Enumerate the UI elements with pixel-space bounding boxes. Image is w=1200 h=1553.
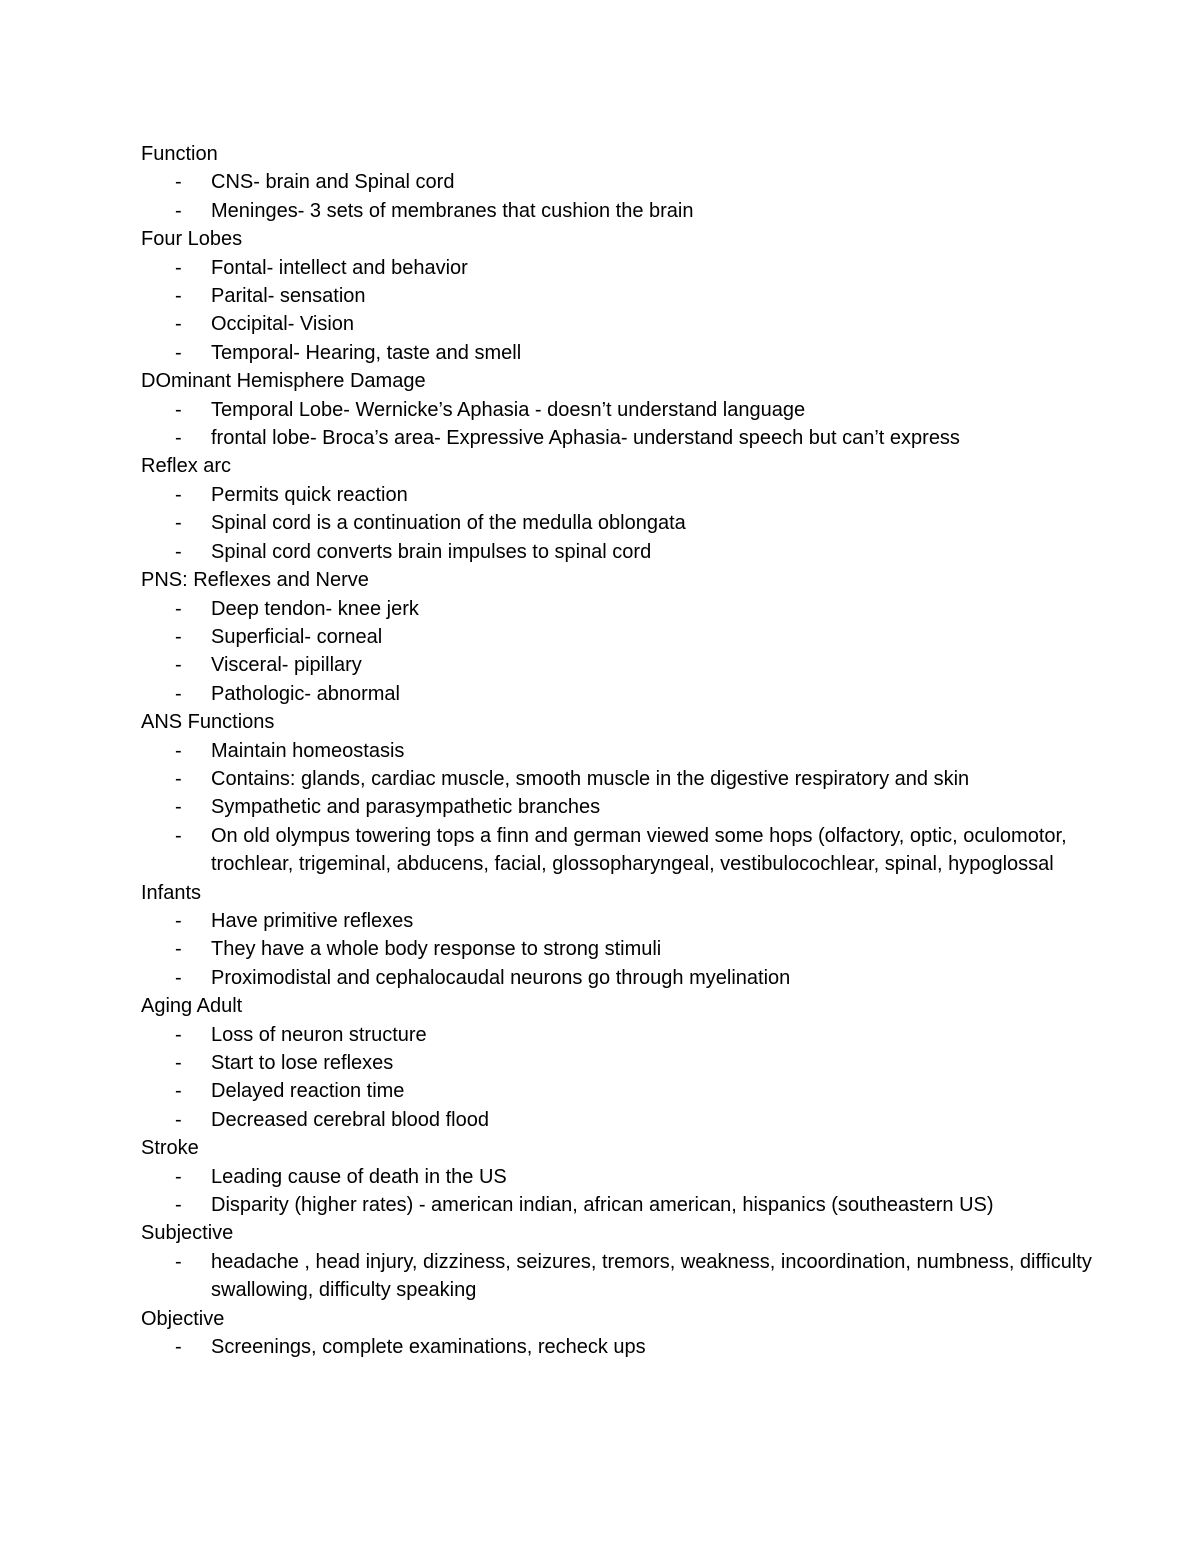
bullet-text: Leading cause of death in the US [211, 1165, 507, 1188]
section [141, 708, 1101, 878]
bullet-item [141, 651, 1101, 679]
section-heading: Objective [141, 1307, 225, 1330]
bullet-text: Temporal- Hearing, taste and smell [211, 341, 522, 364]
bullet-text: Contains: glands, cardiac muscle, smooth muscle in the digestive respiratory and skin [211, 767, 970, 790]
dash-bullet-icon: - [175, 597, 182, 620]
dash-bullet-icon: - [175, 824, 182, 847]
bullet-item [141, 935, 1101, 963]
dash-bullet-icon: - [175, 1108, 182, 1131]
bullet-item [141, 595, 1101, 623]
bullet-text: frontal lobe- Broca’s area- Expressive Aphasia- understand speech but can’t express [211, 427, 960, 450]
dash-bullet-icon: - [175, 796, 182, 819]
dash-bullet-icon: - [175, 739, 182, 762]
section-heading: Subjective [141, 1222, 234, 1245]
bullet-list [141, 1021, 1101, 1135]
bullet-list [141, 168, 1101, 225]
bullet-item [141, 822, 1101, 879]
dash-bullet-icon: - [175, 938, 182, 961]
section-heading: Stroke [141, 1137, 199, 1160]
bullet-item [141, 1021, 1101, 1049]
bullet-item [141, 1248, 1101, 1305]
bullet-item [141, 168, 1101, 196]
dash-bullet-icon: - [175, 767, 182, 790]
bullet-item [141, 765, 1101, 793]
bullet-item [141, 1163, 1101, 1191]
bullet-text: Temporal Lobe- Wernicke’s Aphasia - doesn’t understand language [211, 398, 806, 421]
bullet-item [141, 509, 1101, 537]
dash-bullet-icon: - [175, 540, 182, 563]
bullet-text: Fontal- intellect and behavior [211, 256, 468, 279]
dash-bullet-icon: - [175, 1250, 182, 1273]
dash-bullet-icon: - [175, 256, 182, 279]
dash-bullet-icon: - [175, 1165, 182, 1188]
bullet-text: Screenings, complete examinations, recheck ups [211, 1336, 646, 1359]
bullet-text: Superficial- corneal [211, 625, 383, 648]
bullet-text: Pathologic- abnormal [211, 682, 400, 705]
bullet-text: They have a whole body response to strong stimuli [211, 938, 662, 961]
dash-bullet-icon: - [175, 483, 182, 506]
bullet-list [141, 254, 1101, 368]
bullet-text: Spinal cord converts brain impulses to spinal cord [211, 540, 652, 563]
bullet-text: Start to lose reflexes [211, 1052, 394, 1074]
bullet-item [141, 907, 1101, 935]
section [141, 566, 1101, 708]
section [141, 452, 1101, 566]
section [141, 1134, 1101, 1219]
section-heading: Function [141, 143, 218, 165]
bullet-item [141, 793, 1101, 821]
bullet-item [141, 737, 1101, 765]
dash-bullet-icon: - [175, 1023, 182, 1046]
bullet-item [141, 481, 1101, 509]
section [141, 1219, 1101, 1304]
bullet-text: Loss of neuron structure [211, 1023, 427, 1046]
dash-bullet-icon: - [175, 313, 182, 336]
dash-bullet-icon: - [175, 654, 182, 677]
bullet-item [141, 197, 1101, 225]
bullet-item [141, 680, 1101, 708]
dash-bullet-icon: - [175, 1052, 182, 1074]
section-heading: ANS Functions [141, 711, 275, 734]
dash-bullet-icon: - [175, 512, 182, 535]
dash-bullet-icon: - [175, 285, 182, 308]
section [141, 879, 1101, 993]
bullet-text: Have primitive reflexes [211, 909, 414, 932]
document-body [141, 140, 1101, 1361]
bullet-text: Visceral- pipillary [211, 654, 362, 677]
dash-bullet-icon: - [175, 682, 182, 705]
section [141, 1305, 1101, 1362]
bullet-item [141, 1191, 1101, 1219]
section [141, 367, 1101, 452]
bullet-item [141, 396, 1101, 424]
bullet-list [141, 481, 1101, 566]
bullet-text: Deep tendon- knee jerk [211, 597, 419, 620]
bullet-item [141, 1106, 1101, 1134]
bullet-text: Disparity (higher rates) - american indian, african american, hispanics (southeastern US) [211, 1194, 994, 1217]
bullet-list [141, 1333, 1101, 1361]
section [141, 225, 1101, 367]
bullet-item [141, 538, 1101, 566]
dash-bullet-icon: - [175, 398, 182, 421]
dash-bullet-icon: - [175, 909, 182, 932]
bullet-text: On old olympus towering tops a finn and german viewed some hops (olfactory, optic, oculomotor, trochlear, trigeminal, abducens, facial, glossopharyngeal, vestibulocochlear, spinal, hypoglossal [211, 824, 1067, 876]
bullet-item [141, 1333, 1101, 1361]
section-heading: PNS: Reflexes and Nerve [141, 569, 369, 592]
section [141, 992, 1101, 1134]
bullet-list [141, 737, 1101, 879]
bullet-item [141, 424, 1101, 452]
bullet-text: Meninges- 3 sets of membranes that cushion the brain [211, 199, 694, 222]
bullet-text: Delayed reaction time [211, 1080, 405, 1103]
bullet-list [141, 1248, 1101, 1305]
bullet-item [141, 339, 1101, 367]
bullet-list [141, 1163, 1101, 1220]
dash-bullet-icon: - [175, 1080, 182, 1103]
bullet-list [141, 595, 1101, 709]
bullet-item [141, 310, 1101, 338]
dash-bullet-icon: - [175, 341, 182, 364]
bullet-item [141, 964, 1101, 992]
bullet-text: Occipital- Vision [211, 313, 355, 336]
bullet-text: Proximodistal and cephalocaudal neurons go through myelination [211, 966, 791, 989]
dash-bullet-icon: - [175, 171, 182, 194]
bullet-text: Spinal cord is a continuation of the medulla oblongata [211, 512, 686, 535]
bullet-text: Decreased cerebral blood flood [211, 1108, 489, 1131]
bullet-list [141, 396, 1101, 453]
bullet-text: CNS- brain and Spinal cord [211, 171, 455, 194]
bullet-item [141, 1049, 1101, 1077]
dash-bullet-icon: - [175, 199, 182, 222]
dash-bullet-icon: - [175, 1194, 182, 1217]
bullet-item [141, 254, 1101, 282]
bullet-item [141, 623, 1101, 651]
dash-bullet-icon: - [175, 966, 182, 989]
bullet-text: Sympathetic and parasympathetic branches [211, 796, 601, 819]
section-heading: Four Lobes [141, 228, 243, 251]
section [141, 140, 1101, 225]
bullet-item [141, 1077, 1101, 1105]
bullet-text: headache , head injury, dizziness, seizures, tremors, weakness, incoordination, numbness, difficulty swallowing, difficulty speaking [211, 1250, 1092, 1302]
section-heading: Reflex arc [141, 455, 232, 478]
bullet-text: Parital- sensation [211, 285, 366, 308]
section-heading: Aging Adult [141, 995, 243, 1018]
dash-bullet-icon: - [175, 1336, 182, 1359]
bullet-item [141, 282, 1101, 310]
bullet-list [141, 907, 1101, 992]
section-heading: Infants [141, 881, 202, 904]
dash-bullet-icon: - [175, 625, 182, 648]
bullet-text: Maintain homeostasis [211, 739, 405, 762]
section-heading: DOminant Hemisphere Damage [141, 370, 426, 393]
dash-bullet-icon: - [175, 427, 182, 450]
bullet-text: Permits quick reaction [211, 483, 408, 506]
